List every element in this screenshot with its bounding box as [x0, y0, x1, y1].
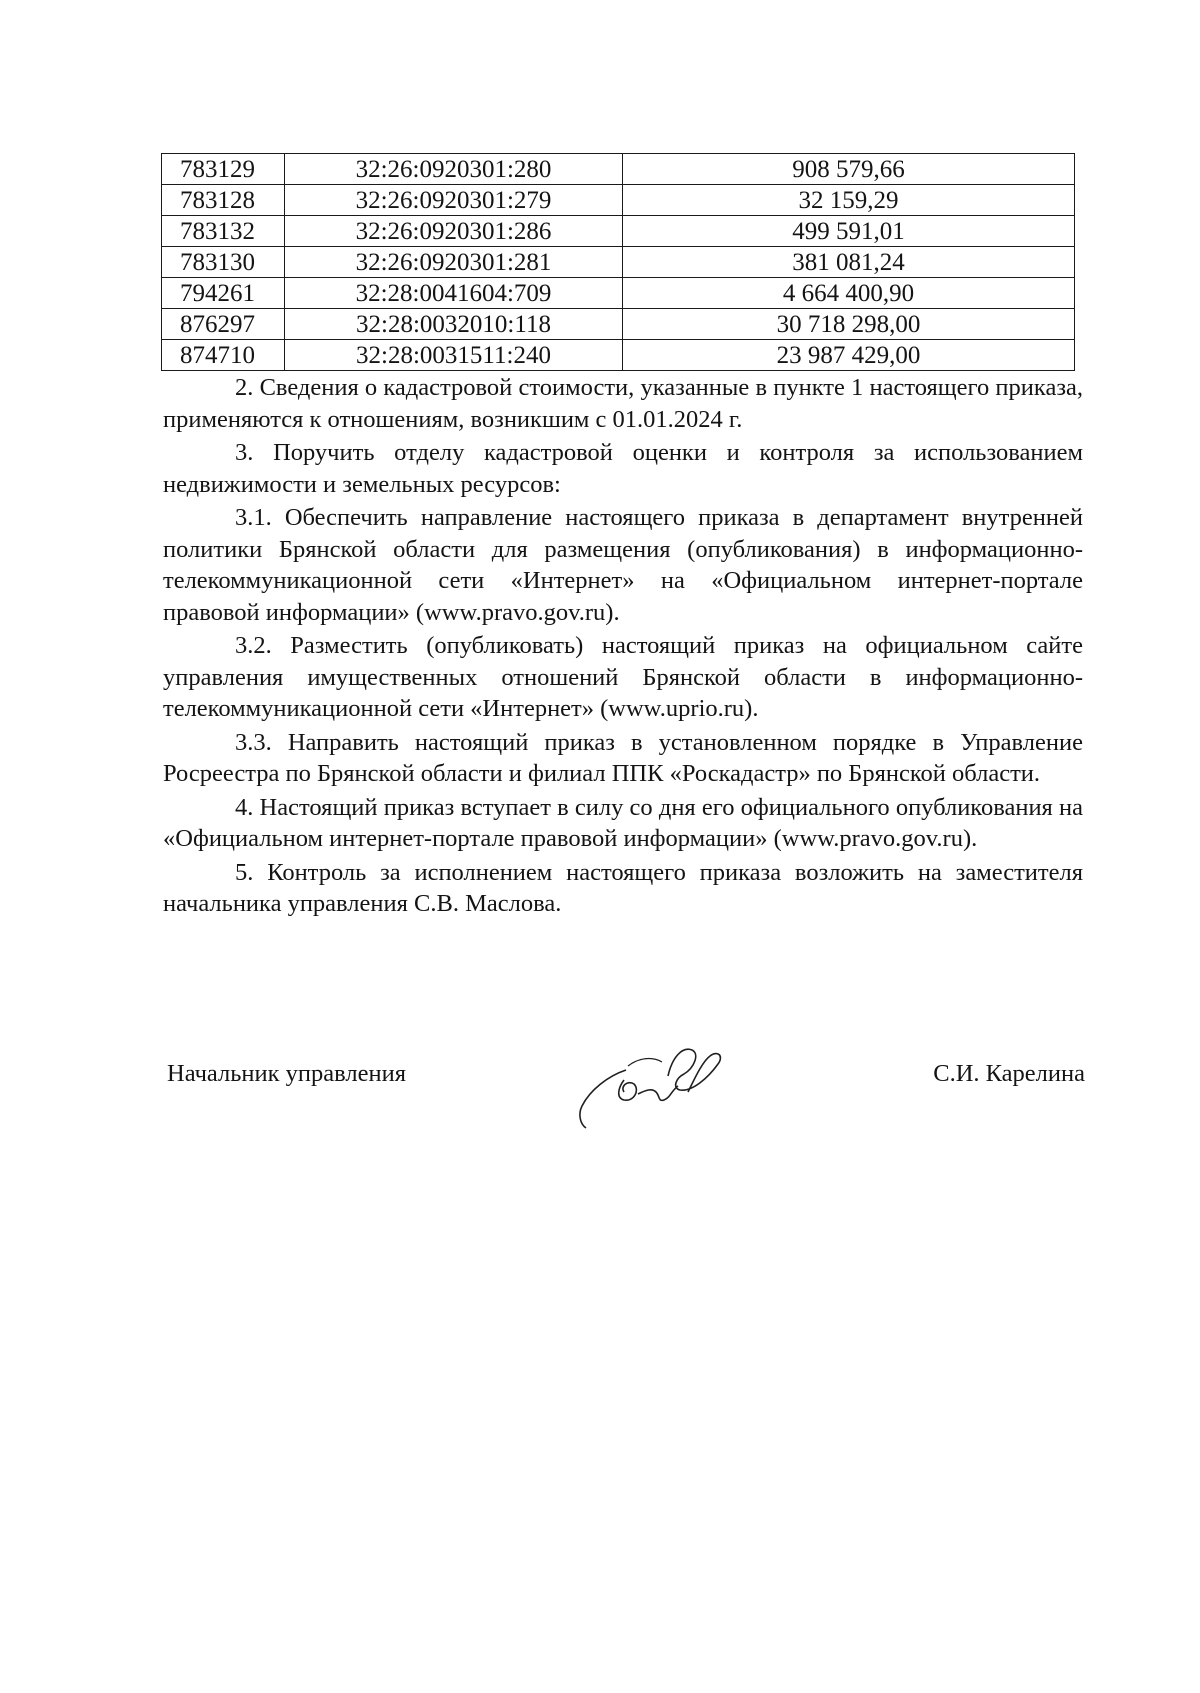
signatory-position: Начальник управления — [167, 1060, 406, 1087]
table-row — [162, 185, 1075, 216]
object-number-cell: 794261 — [162, 278, 285, 309]
cadastral-value-cell: 381 081,24 — [623, 247, 1075, 278]
cadastral-value-cell: 23 987 429,00 — [623, 340, 1075, 371]
cadastral-value-cell: 30 718 298,00 — [623, 309, 1075, 340]
object-number-cell: 783130 — [162, 247, 285, 278]
paragraph-3-3: 3.3. Направить настоящий приказ в установленном порядке в Управление Росреестра по Брянской области и филиал ППК «Роскадастр» по Брянской области. — [163, 728, 1083, 787]
paragraph-3-1: 3.1. Обеспечить направление настоящего приказа в департамент внутренней политики Брянской области для размещения (опубликования) в информационно-телекоммуникационной сети «Интернет» на «Официальном интернет-портале правовой информации» (www.pravo.gov.ru). — [163, 504, 1083, 626]
cadastral-value-cell: 908 579,66 — [623, 154, 1075, 185]
cadastral-number-cell: 32:26:0920301:286 — [285, 216, 623, 247]
table-row — [162, 154, 1075, 185]
cadastral-value-table — [161, 153, 1075, 371]
cadastral-value-cell: 4 664 400,90 — [623, 278, 1075, 309]
table-row — [162, 216, 1075, 247]
object-number-cell: 876297 — [162, 309, 285, 340]
cadastral-number-cell: 32:26:0920301:280 — [285, 154, 623, 185]
signature-block — [163, 1040, 1085, 1150]
paragraph-2: 2. Сведения о кадастровой стоимости, указанные в пункте 1 настоящего приказа, применяются к отношениям, возникшим с 01.01.2024 г. — [163, 374, 1083, 433]
paragraph-4: 4. Настоящий приказ вступает в силу со дня его официального опубликования на «Официальном интернет-портале правовой информации» (www.pravo.gov.ru). — [163, 793, 1083, 852]
object-number-cell: 783128 — [162, 185, 285, 216]
paragraph-3: 3. Поручить отделу кадастровой оценки и контроля за использованием недвижимости и земельных ресурсов: — [163, 439, 1083, 498]
cadastral-number-cell: 32:28:0031511:240 — [285, 340, 623, 371]
cadastral-value-cell: 32 159,29 — [623, 185, 1075, 216]
cadastral-value-cell: 499 591,01 — [623, 216, 1075, 247]
cadastral-number-cell: 32:26:0920301:279 — [285, 185, 623, 216]
handwritten-signature — [568, 1028, 748, 1138]
table-row — [162, 340, 1075, 371]
object-number-cell: 783132 — [162, 216, 285, 247]
order-body-text — [163, 372, 1083, 920]
cadastral-number-cell: 32:26:0920301:281 — [285, 247, 623, 278]
table-row — [162, 247, 1075, 278]
cadastral-number-cell: 32:28:0032010:118 — [285, 309, 623, 340]
cadastral-number-cell: 32:28:0041604:709 — [285, 278, 623, 309]
paragraph-5: 5. Контроль за исполнением настоящего приказа возложить на заместителя начальника управления С.В. Маслова. — [163, 858, 1083, 917]
table-row — [162, 309, 1075, 340]
paragraph-3-2: 3.2. Разместить (опубликовать) настоящий приказ на официальном сайте управления имущественных отношений Брянской области в информационно-телекоммуникационной сети «Интернет» (www.uprio.ru). — [163, 632, 1083, 722]
object-number-cell: 783129 — [162, 154, 285, 185]
table-body — [162, 154, 1075, 371]
signatory-name: С.И. Карелина — [933, 1060, 1085, 1087]
table-row — [162, 278, 1075, 309]
object-number-cell: 874710 — [162, 340, 285, 371]
